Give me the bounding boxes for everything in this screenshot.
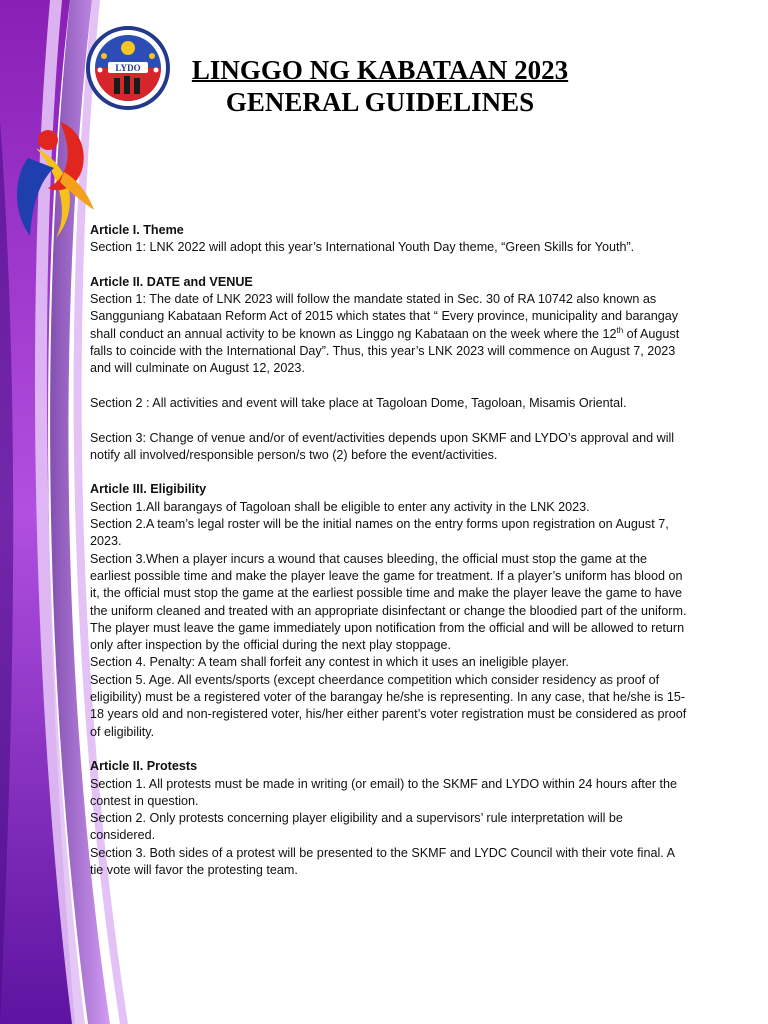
article-2-section-3: Section 3: Change of venue and/or of event/activities depends upon SKMF and LYDO’s approval and will notify all involved/responsible person/s two (2) before the event/activities.	[90, 430, 675, 462]
lnk-figure-emblem	[8, 118, 98, 240]
article-1-section-1: Section 1: LNK 2022 will adopt this year’s International Youth Day theme, “Green Skills for Youth”.	[90, 240, 635, 255]
article-2-section-1: Section 1: The date of LNK 2023 will follow the mandate stated in Sec. 30 of RA 10742 also known as Sangguniang Kabataan Reform Act of 2015 which states that “ Every province, municipality and barangay shall conduct an annual activity to be known as Linggo ng Kabataan on the week where the 12th of August falls to coincide with the International Day”. Thus, this year’s LNK 2023 will commence on August 7, 2023 and will culminate on August 12, 2023.	[90, 292, 680, 376]
article-2-heading: Article II. DATE and VENUE	[90, 274, 253, 289]
lydo-logo-acronym: LYDO	[115, 63, 141, 73]
article-3-section-5: Section 5. Age. All events/sports (except cheerdance competition which consider residency as proof of eligibility) must be a registered voter of the barangay he/she is representing. In any case, that he/she is 15-18 years old and non-registered voter, his/her either parent’s voter registration must be considered as proof of eligibility.	[90, 672, 687, 739]
article-3-section-2: Section 2.A team’s legal roster will be the initial names on the entry forms upon registration on August 7, 2023.	[90, 517, 669, 549]
article-4-section-3: Section 3. Both sides of a protest will be presented to the SKMF and LYDC Council with their vote final. A tie vote will favor the protesting team.	[90, 845, 675, 877]
article-4-section-1: Section 1. All protests must be made in writing (or email) to the SKMF and LYDO within 24 hours after the contest in question.	[90, 776, 678, 808]
article-3-section-3: Section 3.When a player incurs a wound that causes bleeding, the official must stop the game at the earliest possible time and make the player leave the game for treatment. If a player’s uniform has blood on it, the official must stop the game at the earliest possible time and make the player leave the game to have the uniform cleaned and treated with an appropriate disinfectant or change the bloodied part of the uniform. The player must leave the game immediately upon notification from the official and will be allowed to return only after inspection by the official during the next play stoppage.	[90, 551, 687, 653]
article-3-heading: Article III. Eligibility	[90, 482, 207, 497]
title-line-2: GENERAL GUIDELINES	[225, 87, 535, 117]
title-line-1: LINGGO NG KABATAAN 2023	[191, 55, 569, 85]
article-3-section-4: Section 4. Penalty: A team shall forfeit any contest in which it uses an ineligible player.	[90, 655, 569, 670]
article-4-section-2: Section 2. Only protests concerning player eligibility and a supervisors’ rule interpretation will be considered.	[90, 811, 623, 843]
article-4-heading: Article II. Protests	[90, 759, 198, 774]
article-3-section-1: Section 1.All barangays of Tagoloan shall be eligible to enter any activity in the LNK 2023.	[90, 499, 590, 514]
document-title	[160, 54, 600, 118]
guidelines-body	[90, 222, 690, 879]
article-1-heading: Article I. Theme	[90, 223, 184, 237]
article-2-section-2: Section 2 : All activities and event will take place at Tagoloan Dome, Tagoloan, Misamis Oriental.	[90, 395, 627, 410]
